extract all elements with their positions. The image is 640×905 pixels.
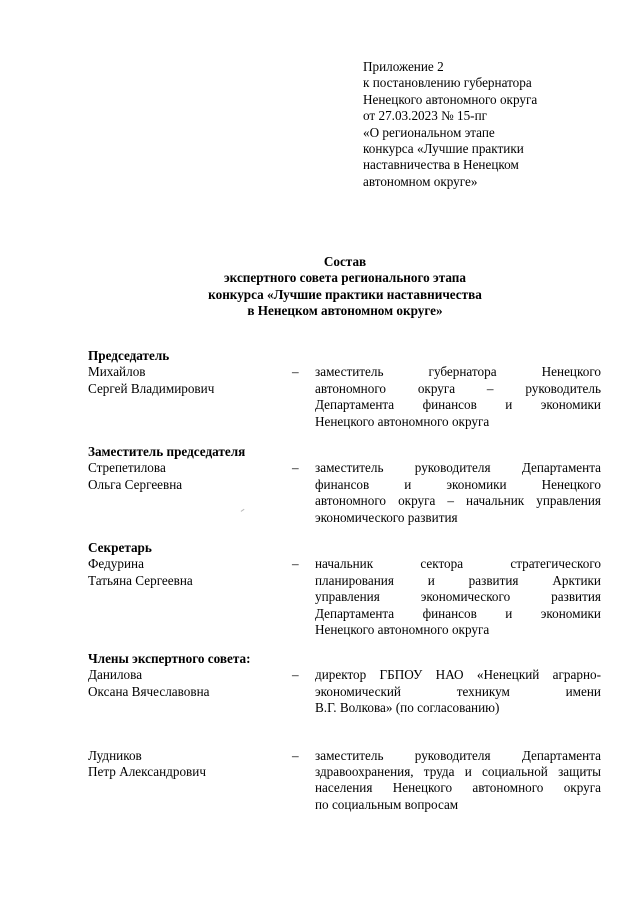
section-heading: Секретарь (88, 540, 152, 555)
position-line: начальник сектора стратегического (315, 556, 601, 572)
member-position (315, 748, 601, 814)
member-entry (88, 460, 601, 526)
member-name (88, 748, 288, 781)
position-line: автономного округа – руководитель (315, 380, 601, 396)
member-given-name: Татьяна Сергеевна (88, 572, 193, 588)
member-surname: Данилова (88, 667, 143, 683)
member-surname: Михайлов (88, 364, 146, 380)
member-position (315, 460, 601, 526)
position-line: Ненецкого автономного округа (315, 622, 490, 638)
appendix-line: конкурса «Лучшие практики (363, 141, 524, 157)
appendix-line: наставничества в Ненецком (363, 157, 519, 173)
section-secretary (88, 540, 601, 638)
position-line: заместитель руководителя Департамента (315, 460, 601, 476)
appendix-block (363, 59, 603, 190)
member-given-name: Сергей Владимирович (88, 380, 215, 396)
member-name (88, 364, 288, 397)
member-entry (88, 748, 601, 814)
position-line: Департамента финансов и экономики (315, 605, 601, 621)
position-line: по социальным вопросам (315, 796, 459, 812)
member-name (88, 460, 288, 493)
position-line: В.Г. Волкова» (по согласованию) (315, 700, 500, 716)
position-line: экономический техникум имени (315, 683, 601, 699)
member-name (88, 556, 288, 589)
position-line: директор ГБПОУ НАО «Ненецкий аграрно- (315, 667, 601, 683)
position-line: планирования и развития Арктики (315, 572, 601, 588)
title-line: в Ненецком автономном округе» (247, 303, 443, 319)
member-position (315, 364, 601, 430)
title-line: экспертного совета регионального этапа (223, 270, 467, 286)
member-name (88, 667, 288, 700)
position-line: экономического развития (315, 509, 458, 525)
document-title (80, 254, 610, 320)
appendix-line: Приложение 2 (363, 59, 444, 74)
section-deputy-chair (88, 444, 601, 526)
position-line: Ненецкого автономного округа (315, 413, 490, 429)
member-entry (88, 364, 601, 430)
position-line: здравоохранения, труда и социальной защиты (315, 764, 601, 780)
position-line: автономного округа – начальник управления (315, 493, 601, 509)
member-given-name: Петр Александрович (88, 764, 206, 780)
dash-separator: – (292, 460, 299, 476)
section-heading: Заместитель председателя (88, 444, 246, 459)
position-line: Департамента финансов и экономики (315, 397, 601, 413)
position-line: управления экономического развития (315, 589, 601, 605)
member-given-name: Ольга Сергеевна (88, 476, 183, 492)
member-entry (88, 556, 601, 638)
appendix-line: от 27.03.2023 № 15-пг (363, 108, 488, 124)
member-surname: Лудников (88, 747, 142, 763)
position-line: населения Ненецкого автономного округа (315, 780, 601, 796)
appendix-line: Ненецкого автономного округа (363, 91, 538, 107)
member-position (315, 556, 601, 638)
dash-separator: – (292, 747, 299, 763)
member-position (315, 667, 601, 716)
position-line: заместитель руководителя Департамента (315, 747, 601, 763)
section-chair (88, 348, 601, 430)
title-line: Состав (323, 254, 367, 269)
member-entry (88, 667, 601, 716)
member-surname: Стрепетилова (88, 460, 166, 476)
appendix-line: к постановлению губернатора (363, 75, 532, 91)
section-heading: Председатель (88, 348, 170, 363)
dash-separator: – (292, 556, 299, 572)
dash-separator: – (292, 667, 299, 683)
position-line: финансов и экономики Ненецкого (315, 476, 601, 492)
dash-separator: – (292, 364, 299, 380)
member-given-name: Оксана Вячеславовна (88, 683, 210, 699)
appendix-line: автономном округе» (363, 173, 478, 189)
title-line: конкурса «Лучшие практики наставничества (208, 286, 482, 302)
position-line: заместитель губернатора Ненецкого (315, 364, 601, 380)
appendix-line: «О региональном этапе (363, 124, 495, 140)
section-heading: Члены экспертного совета: (88, 651, 251, 666)
section-members (88, 651, 601, 813)
member-surname: Федурина (88, 556, 144, 572)
